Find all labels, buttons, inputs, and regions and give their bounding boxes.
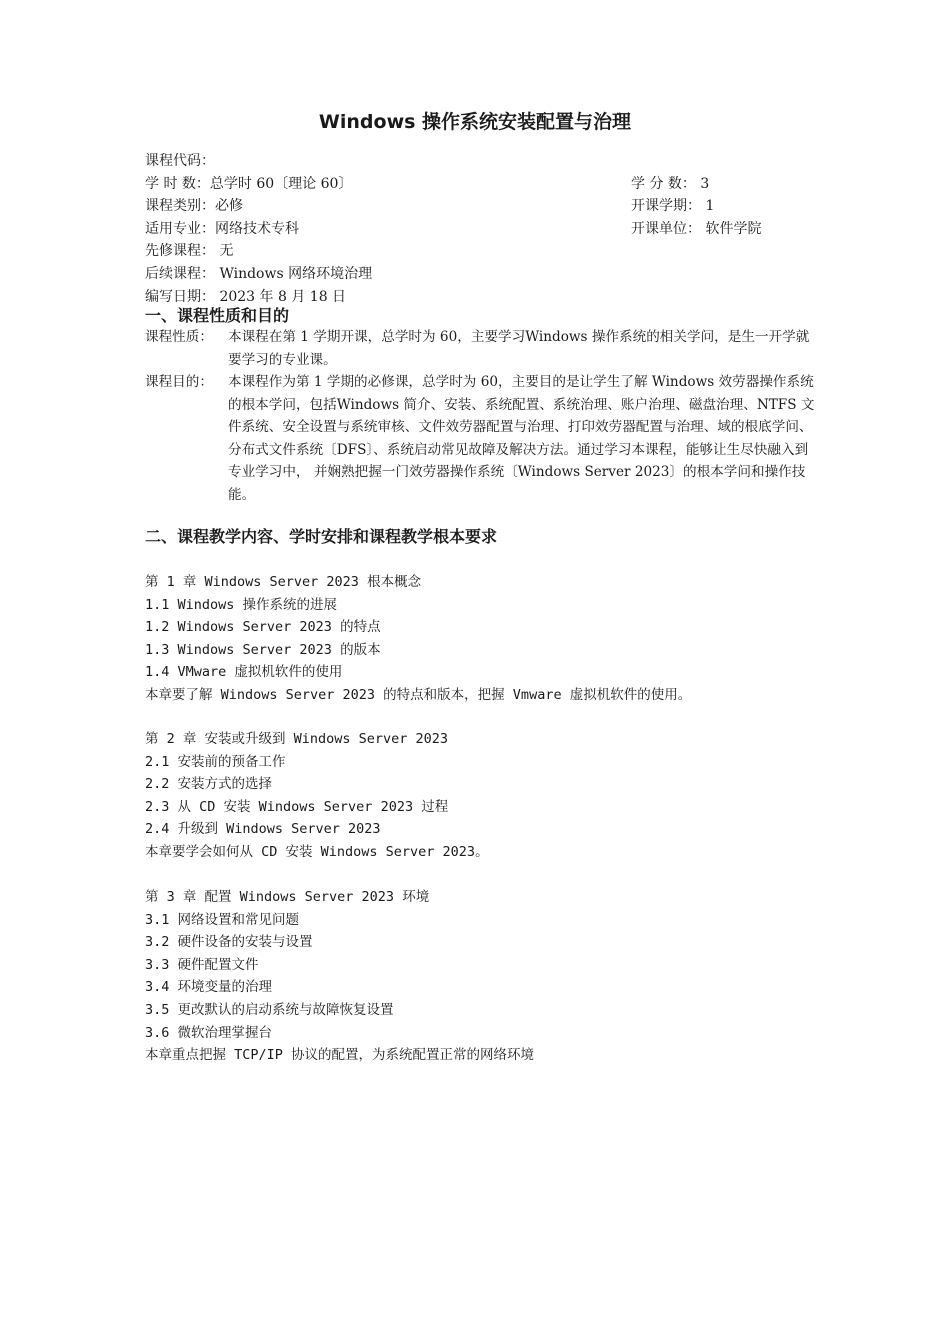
chapter-item: 2.2 安装方式的选择 [145,776,273,793]
chapter-summary: 本章要了解 Windows Server 2023 的特点和版本，把握 Vmware 虚拟机软件的使用。 [145,686,692,703]
course-purpose-label: 课程目的： [145,374,213,390]
chapter-title: 第 1 章 Windows Server 2023 根本概念 [145,574,422,590]
course-code: 课程代码： [145,153,215,169]
section-heading-1: 一、课程性质和目的 [145,306,290,325]
chapter-item: 3.2 硬件设备的安装与设置 [145,934,313,951]
course-credits: 学 分 数： 3 [631,175,710,192]
course-nature [145,326,815,371]
chapter-item: 1.4 VMware 虚拟机软件的使用 [145,664,343,681]
course-major: 适用专业：网络技术专科 [145,220,299,237]
chapter-summary: 本章要学会如何从 CD 安装 Windows Server 2023。 [145,843,489,860]
chapter-item: 2.3 从 CD 安装 Windows Server 2023 过程 [145,798,449,815]
meta-row-hours [145,173,825,196]
chapter-title: 第 2 章 安装或升级到 Windows Server 2023 [145,731,449,747]
course-category: 课程类别：必修 [145,198,243,215]
chapter-3 [145,886,825,1067]
document-title: Windows 操作系统安装配置与治理 [318,111,632,133]
course-purpose [145,371,815,507]
course-nature-label: 课程性质： [145,329,213,345]
chapter-summary: 本章重点把握 TCP/IP 协议的配置，为系统配置正常的网络环境 [145,1047,535,1064]
chapter-item: 3.1 网络设置和常见问题 [145,911,300,928]
chapter-item: 1.3 Windows Server 2023 的版本 [145,641,381,658]
course-purpose-text: 本课程作为第 1 学期的必修课，总学时为 60，主要目的是让学生了解 Windows 效劳器操作系统的根本学问，包括Windows 简介、安装、系统配置、系统治理、账户治理、磁盘治理、NTFS 文件系统、安全设置与系统审核、文件效劳器配置与治理、打印效劳器配置与治理、域的根底学问、分布式文件系统〔DFS〕、系统启动常见故障及解决方法。通过学习本课程，能够让生尽快融入到专业学习中， 并娴熟把握一门效劳器操作系统〔Windows Server 2023〕的根本学问和操作技能。 [228,374,815,503]
course-semester: 开课学期： 1 [631,198,715,215]
chapter-1 [145,571,825,707]
meta-row-major [145,218,825,241]
course-hours: 学 时 数：总学时 60〔理论 60〕 [145,175,353,192]
course-nature-text: 本课程在第 1 学期开课，总学时为 60，主要学习Windows 操作系统的相关学问，是生一开学就要学习的专业课。 [228,329,810,368]
course-unit: 开课单位： 软件学院 [631,220,762,237]
course-meta [145,150,825,308]
chapter-2 [145,728,825,864]
chapter-item: 1.1 Windows 操作系统的进展 [145,596,338,613]
chapter-item: 3.4 环境变量的治理 [145,979,273,996]
chapter-item: 2.4 升级到 Windows Server 2023 [145,821,381,838]
meta-row-prereq [145,240,825,263]
chapter-item: 3.5 更改默认的启动系统与故障恢复设置 [145,1001,394,1018]
course-followup: 后续课程： Windows 网络环境治理 [145,265,373,282]
chapter-item: 3.3 硬件配置文件 [145,956,259,973]
chapter-item: 3.6 微软治理掌握台 [145,1024,273,1041]
meta-row-followup [145,263,825,286]
course-prerequisite: 先修课程： 无 [145,243,234,260]
chapter-item: 1.2 Windows Server 2023 的特点 [145,619,381,636]
chapter-item: 2.1 安装前的预备工作 [145,753,286,770]
meta-row-code [145,150,825,173]
meta-row-category [145,195,825,218]
section-heading-2: 二、课程教学内容、学时安排和课程教学根本要求 [145,527,498,546]
chapter-title: 第 3 章 配置 Windows Server 2023 环境 [145,889,430,905]
course-date: 编写日期： 2023 年 8 月 18 日 [145,288,347,305]
